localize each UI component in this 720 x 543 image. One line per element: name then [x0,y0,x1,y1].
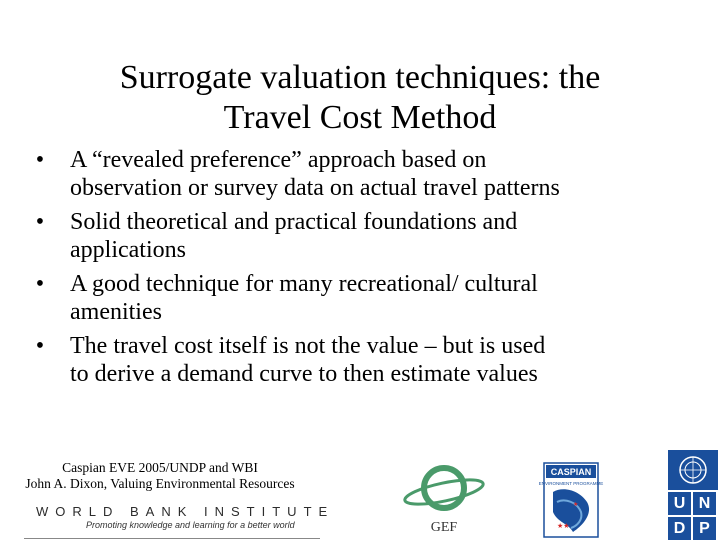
wbi-name: WORLD BANK INSTITUTE [36,504,335,519]
bullet-line: observation or survey data on actual travel patterns [70,175,560,201]
bullet-item [30,270,690,326]
world-bank-institute-logo [36,504,335,540]
bullet-line: A “revealed preference” approach based on [70,147,487,173]
bullet-item [30,146,690,202]
bullet-line: The travel cost itself is not the value – but is used [70,333,546,359]
bullet-dot: • [35,147,45,173]
slide-title [60,58,660,138]
footer-credit [0,460,320,492]
bullet-line: applications [70,237,186,263]
gef-label: GEF [430,520,458,535]
svg-text:★: ★ [573,501,579,508]
wbi-tagline: Promoting knowledge and learning for a better world [86,520,295,530]
bullet-line: A good technique for many recreational/ cultural [70,271,538,297]
undp-letter-p: P [693,517,716,540]
bullet-item [30,208,690,264]
gef-logo [400,458,500,538]
undp-letter-u: U [668,492,691,515]
un-emblem-icon [668,450,718,490]
title-line-2: Travel Cost Method [223,99,497,136]
bullet-line: amenities [70,299,162,325]
gef-globe-icon [400,458,488,522]
bullet-dot: • [35,271,45,297]
credit-line-1: Caspian EVE 2005/UNDP and WBI [62,460,258,475]
undp-letter-d: D [668,517,691,540]
title-line-1: Surrogate valuation techniques: the [119,59,601,96]
wbi-divider [24,538,320,539]
undp-logo [668,450,718,540]
bullet-list [30,146,690,394]
bullet-item [30,332,690,388]
undp-letter-n: N [693,492,716,515]
credit-line-2: John A. Dixon, Valuing Environmental Resources [25,476,295,491]
bullet-dot: • [35,333,45,359]
caspian-emblem-icon [538,462,604,538]
bullet-line: to derive a demand curve to then estimate values [70,361,538,387]
bullet-dot: • [35,209,45,235]
svg-text:CASPIAN: CASPIAN [550,467,592,477]
caspian-environment-logo [538,462,604,538]
svg-text:ENVIRONMENT PROGRAMME: ENVIRONMENT PROGRAMME [538,481,604,486]
bullet-line: Solid theoretical and practical foundations and [70,209,518,235]
svg-text:★★: ★★ [557,522,570,530]
